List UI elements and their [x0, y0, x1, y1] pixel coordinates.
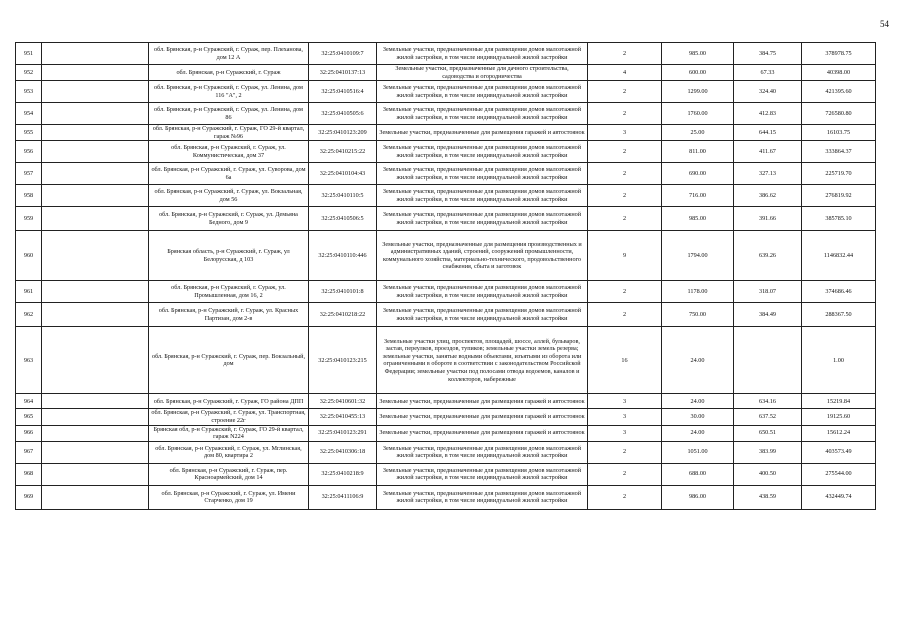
spacer-cell — [42, 441, 149, 463]
table-row — [16, 207, 876, 231]
rate-cell: 400.50 — [734, 463, 802, 485]
land-use-cell: Земельные участки, предназначенные для размещения домов малоэтажной жилой застройки, в том числе индивидуальной жилой застройки — [377, 207, 588, 231]
spacer-cell — [42, 327, 149, 394]
row-number: 964 — [16, 394, 42, 409]
rate-cell: 644.15 — [734, 125, 802, 141]
cadastral-number-cell: 32:25:0410516:4 — [309, 81, 377, 103]
address-cell: обл. Брянская, р-н Суражский, г. Сураж, ул. Демьяна Бедного, дом 9 — [149, 207, 309, 231]
table-row — [16, 327, 876, 394]
land-use-cell: Земельные участки, предназначенные для дачного строительства, садоводства и огородничества — [377, 65, 588, 81]
row-number: 952 — [16, 65, 42, 81]
land-use-cell: Земельные участки, предназначенные для размещения гаражей и автостоянок — [377, 125, 588, 141]
area-cell: 25.00 — [662, 125, 734, 141]
group-cell: 4 — [588, 65, 662, 81]
group-cell: 3 — [588, 394, 662, 409]
group-cell: 3 — [588, 425, 662, 441]
area-cell: 1178.00 — [662, 281, 734, 303]
row-number: 955 — [16, 125, 42, 141]
spacer-cell — [42, 231, 149, 281]
land-use-cell: Земельные участки улиц, проспектов, площадей, шоссе, аллей, бульваров, застав, переулков, проездов, тупиков; земельные участки земель резерва; земельные участки, занятые водными объектами, изъятыми из оборота или ограниченными в обороте в соответствии с законодательством Российской Федерации; земельные участки под полосами отвода водоемов, каналов и коллекторов, набережные — [377, 327, 588, 394]
address-cell: обл. Брянская, р-н Суражский, г. Сураж, ул. Промышленная, дом 16, 2 — [149, 281, 309, 303]
land-use-cell: Земельные участки, предназначенные для размещения домов малоэтажной жилой застройки, в том числе индивидуальной жилой застройки — [377, 141, 588, 163]
table-row — [16, 463, 876, 485]
group-cell: 2 — [588, 43, 662, 65]
cadastral-number-cell: 32:25:0410137:13 — [309, 65, 377, 81]
group-cell: 2 — [588, 485, 662, 509]
row-number: 956 — [16, 141, 42, 163]
cadastral-number-cell: 32:25:0410109:7 — [309, 43, 377, 65]
address-cell: обл. Брянская, р-н Суражский, г. Сураж, ул. Мглинская, дом 80, квартира 2 — [149, 441, 309, 463]
cadastral-number-cell: 32:25:0410218:22 — [309, 303, 377, 327]
rate-cell: 412.83 — [734, 103, 802, 125]
spacer-cell — [42, 207, 149, 231]
table-row — [16, 141, 876, 163]
area-cell: 24.00 — [662, 327, 734, 394]
cadastral-value-cell: 276819.92 — [802, 185, 876, 207]
address-cell: обл. Брянская, р-н Суражский, г. Сураж, ул. Ленина, дом 116 "А", 2 — [149, 81, 309, 103]
spacer-cell — [42, 141, 149, 163]
group-cell: 9 — [588, 231, 662, 281]
spacer-cell — [42, 303, 149, 327]
group-cell: 2 — [588, 185, 662, 207]
group-cell: 2 — [588, 141, 662, 163]
row-number: 951 — [16, 43, 42, 65]
area-cell: 750.00 — [662, 303, 734, 327]
row-number: 954 — [16, 103, 42, 125]
spacer-cell — [42, 185, 149, 207]
spacer-cell — [42, 81, 149, 103]
area-cell: 688.00 — [662, 463, 734, 485]
area-cell: 1794.00 — [662, 231, 734, 281]
spacer-cell — [42, 281, 149, 303]
row-number: 968 — [16, 463, 42, 485]
spacer-cell — [42, 485, 149, 509]
rate-cell: 324.40 — [734, 81, 802, 103]
table-row — [16, 103, 876, 125]
cadastral-number-cell: 32:25:0410506:5 — [309, 207, 377, 231]
rate-cell: 384.75 — [734, 43, 802, 65]
cadastral-number-cell: 32:25:0410601:32 — [309, 394, 377, 409]
cadastral-value-cell: 1146832.44 — [802, 231, 876, 281]
area-cell: 986.00 — [662, 485, 734, 509]
row-number: 967 — [16, 441, 42, 463]
address-cell: обл. Брянская, р-н Суражский, г. Сураж, ГО 29-й квартал, гараж №96 — [149, 125, 309, 141]
group-cell: 2 — [588, 81, 662, 103]
row-number: 963 — [16, 327, 42, 394]
cadastral-value-cell: 16103.75 — [802, 125, 876, 141]
cadastral-value-cell: 333864.37 — [802, 141, 876, 163]
area-cell: 1760.00 — [662, 103, 734, 125]
area-cell: 24.00 — [662, 425, 734, 441]
rate-cell — [734, 327, 802, 394]
page-number: 54 — [880, 19, 889, 29]
cadastral-number-cell: 32:25:0410101:8 — [309, 281, 377, 303]
table-row — [16, 394, 876, 409]
land-use-cell: Земельные участки, предназначенные для размещения гаражей и автостоянок — [377, 409, 588, 425]
rate-cell: 327.13 — [734, 163, 802, 185]
cadastral-value-cell: 403573.49 — [802, 441, 876, 463]
rate-cell: 634.16 — [734, 394, 802, 409]
rate-cell: 637.52 — [734, 409, 802, 425]
address-cell: обл. Брянская, р-н Суражский, г. Сураж, пер. Красноармейский, дом 14 — [149, 463, 309, 485]
group-cell: 2 — [588, 207, 662, 231]
address-cell: обл. Брянская, р-н Суражский, г. Сураж, ул. Суворова, дом 6а — [149, 163, 309, 185]
cadastral-number-cell: 32:25:0410215:22 — [309, 141, 377, 163]
rate-cell: 384.49 — [734, 303, 802, 327]
group-cell: 2 — [588, 281, 662, 303]
table-row — [16, 441, 876, 463]
table-row — [16, 303, 876, 327]
cadastral-value-cell: 40398.00 — [802, 65, 876, 81]
address-cell: обл. Брянская, р-н Суражский, г. Сураж, пер. Плеханова, дом 12 А — [149, 43, 309, 65]
land-use-cell: Земельные участки, предназначенные для размещения домов малоэтажной жилой застройки, в том числе индивидуальной жилой застройки — [377, 163, 588, 185]
cadastral-value-cell: 432449.74 — [802, 485, 876, 509]
land-use-cell: Земельные участки, предназначенные для размещения домов малоэтажной жилой застройки, в том числе индивидуальной жилой застройки — [377, 441, 588, 463]
rate-cell: 383.99 — [734, 441, 802, 463]
address-cell: обл. Брянская, р-н Суражский, г. Сураж, ул. Вокзальная, дом 56 — [149, 185, 309, 207]
land-use-cell: Земельные участки, предназначенные для размещения домов малоэтажной жилой застройки, в том числе индивидуальной жилой застройки — [377, 81, 588, 103]
land-use-cell: Земельные участки, предназначенные для размещения домов малоэтажной жилой застройки, в том числе индивидуальной жилой застройки — [377, 185, 588, 207]
area-cell: 600.00 — [662, 65, 734, 81]
row-number: 965 — [16, 409, 42, 425]
area-cell: 985.00 — [662, 207, 734, 231]
group-cell: 2 — [588, 463, 662, 485]
address-cell: обл. Брянская, р-н Суражский, г. Сураж, пер. Вокзальный, дом — [149, 327, 309, 394]
spacer-cell — [42, 463, 149, 485]
rate-cell: 318.07 — [734, 281, 802, 303]
group-cell: 3 — [588, 409, 662, 425]
row-number: 958 — [16, 185, 42, 207]
cadastral-number-cell: 32:25:0410218:9 — [309, 463, 377, 485]
table-row — [16, 81, 876, 103]
table-row — [16, 43, 876, 65]
rate-cell: 386.62 — [734, 185, 802, 207]
row-number: 966 — [16, 425, 42, 441]
table-row — [16, 185, 876, 207]
land-use-cell: Земельные участки, предназначенные для размещения производственных и административных зданий, строений, сооружений промышленности, коммунального хозяйства, материально-технического, продовольственного снабжения, сбыта и заготовок — [377, 231, 588, 281]
cadastral-number-cell: 32:25:0410123:291 — [309, 425, 377, 441]
cadastral-number-cell: 32:25:0410505:6 — [309, 103, 377, 125]
address-cell: обл. Брянская, р-н Суражский, г. Сураж, ГО района ДПП — [149, 394, 309, 409]
cadastral-value-cell: 385785.10 — [802, 207, 876, 231]
spacer-cell — [42, 65, 149, 81]
row-number: 969 — [16, 485, 42, 509]
land-use-cell: Земельные участки, предназначенные для размещения гаражей и автостоянок — [377, 394, 588, 409]
spacer-cell — [42, 425, 149, 441]
cadastral-value-cell: 275544.00 — [802, 463, 876, 485]
address-cell: обл. Брянская, р-н Суражский, г. Сураж, ул. Имени Старченко, дом 19 — [149, 485, 309, 509]
address-cell: обл. Брянская, р-н Суражский, г. Сураж, ул. Красных Партизан, дом 2-в — [149, 303, 309, 327]
address-cell: Брянская обл, р-н Суражский, г. Сураж, ГО 29-й квартал, гараж N224 — [149, 425, 309, 441]
spacer-cell — [42, 125, 149, 141]
spacer-cell — [42, 394, 149, 409]
row-number: 953 — [16, 81, 42, 103]
cadastral-number-cell: 32:25:0410123:215 — [309, 327, 377, 394]
table-row — [16, 409, 876, 425]
cadastral-number-cell: 32:25:0410306:18 — [309, 441, 377, 463]
address-cell: Брянская область, р-н Суражский, г. Сураж, ул Белорусская, д 103 — [149, 231, 309, 281]
cadastral-number-cell: 32:25:0410110:5 — [309, 185, 377, 207]
cadastral-number-cell: 32:25:0410123:209 — [309, 125, 377, 141]
cadastral-value-cell: 726580.80 — [802, 103, 876, 125]
land-use-cell: Земельные участки, предназначенные для размещения домов малоэтажной жилой застройки, в том числе индивидуальной жилой застройки — [377, 463, 588, 485]
area-cell: 1051.00 — [662, 441, 734, 463]
group-cell: 2 — [588, 303, 662, 327]
cadastral-value-cell: 19125.60 — [802, 409, 876, 425]
area-cell: 30.00 — [662, 409, 734, 425]
area-cell: 1299.00 — [662, 81, 734, 103]
area-cell: 690.00 — [662, 163, 734, 185]
spacer-cell — [42, 163, 149, 185]
cadastral-value-cell: 374686.46 — [802, 281, 876, 303]
cadastral-value-cell: 15612.24 — [802, 425, 876, 441]
table-body — [16, 43, 876, 510]
rate-cell: 411.67 — [734, 141, 802, 163]
cadastral-number-cell: 32:25:0410104:43 — [309, 163, 377, 185]
row-number: 957 — [16, 163, 42, 185]
table-row — [16, 163, 876, 185]
cadastral-value-cell: 288367.50 — [802, 303, 876, 327]
cadastral-value-table — [15, 42, 876, 510]
land-use-cell: Земельные участки, предназначенные для размещения домов малоэтажной жилой застройки, в том числе индивидуальной жилой застройки — [377, 43, 588, 65]
address-cell: обл. Брянская, р-н Суражский, г. Сураж, ул. Коммунистическая, дом 37 — [149, 141, 309, 163]
cadastral-number-cell: 32:25:0410455:13 — [309, 409, 377, 425]
rate-cell: 391.66 — [734, 207, 802, 231]
rate-cell: 639.26 — [734, 231, 802, 281]
rate-cell: 438.59 — [734, 485, 802, 509]
land-use-cell: Земельные участки, предназначенные для размещения домов малоэтажной жилой застройки, в том числе индивидуальной жилой застройки — [377, 303, 588, 327]
cadastral-value-cell: 225719.70 — [802, 163, 876, 185]
group-cell: 2 — [588, 103, 662, 125]
land-use-cell: Земельные участки, предназначенные для размещения гаражей и автостоянок — [377, 425, 588, 441]
group-cell: 2 — [588, 441, 662, 463]
rate-cell: 67.33 — [734, 65, 802, 81]
cadastral-value-cell: 378978.75 — [802, 43, 876, 65]
cadastral-value-cell: 1.00 — [802, 327, 876, 394]
area-cell: 24.00 — [662, 394, 734, 409]
cadastral-value-cell: 421395.60 — [802, 81, 876, 103]
land-use-cell: Земельные участки, предназначенные для размещения домов малоэтажной жилой застройки, в том числе индивидуальной жилой застройки — [377, 103, 588, 125]
spacer-cell — [42, 409, 149, 425]
table-row — [16, 425, 876, 441]
spacer-cell — [42, 43, 149, 65]
row-number: 960 — [16, 231, 42, 281]
address-cell: обл. Брянская, р-н Суражский, г. Сураж, ул. Ленина, дом 86 — [149, 103, 309, 125]
table-row — [16, 65, 876, 81]
spacer-cell — [42, 103, 149, 125]
land-use-cell: Земельные участки, предназначенные для размещения домов малоэтажной жилой застройки, в том числе индивидуальной жилой застройки — [377, 485, 588, 509]
area-cell: 811.00 — [662, 141, 734, 163]
row-number: 959 — [16, 207, 42, 231]
cadastral-value-cell: 15219.84 — [802, 394, 876, 409]
group-cell: 3 — [588, 125, 662, 141]
rate-cell: 650.51 — [734, 425, 802, 441]
land-use-cell: Земельные участки, предназначенные для размещения домов малоэтажной жилой застройки, в том числе индивидуальной жилой застройки — [377, 281, 588, 303]
address-cell: обл. Брянская, р-н Суражский, г. Сураж — [149, 65, 309, 81]
cadastral-number-cell: 32:25:0410110:446 — [309, 231, 377, 281]
cadastral-number-cell: 32:25:0411106:9 — [309, 485, 377, 509]
row-number: 961 — [16, 281, 42, 303]
table-row — [16, 125, 876, 141]
table-row — [16, 281, 876, 303]
group-cell: 2 — [588, 163, 662, 185]
table-row — [16, 231, 876, 281]
group-cell: 16 — [588, 327, 662, 394]
area-cell: 716.00 — [662, 185, 734, 207]
area-cell: 985.00 — [662, 43, 734, 65]
table-row — [16, 485, 876, 509]
row-number: 962 — [16, 303, 42, 327]
address-cell: обл. Брянская, р-н Суражский, г. Сураж, ул. Транспортная, строение 22г — [149, 409, 309, 425]
